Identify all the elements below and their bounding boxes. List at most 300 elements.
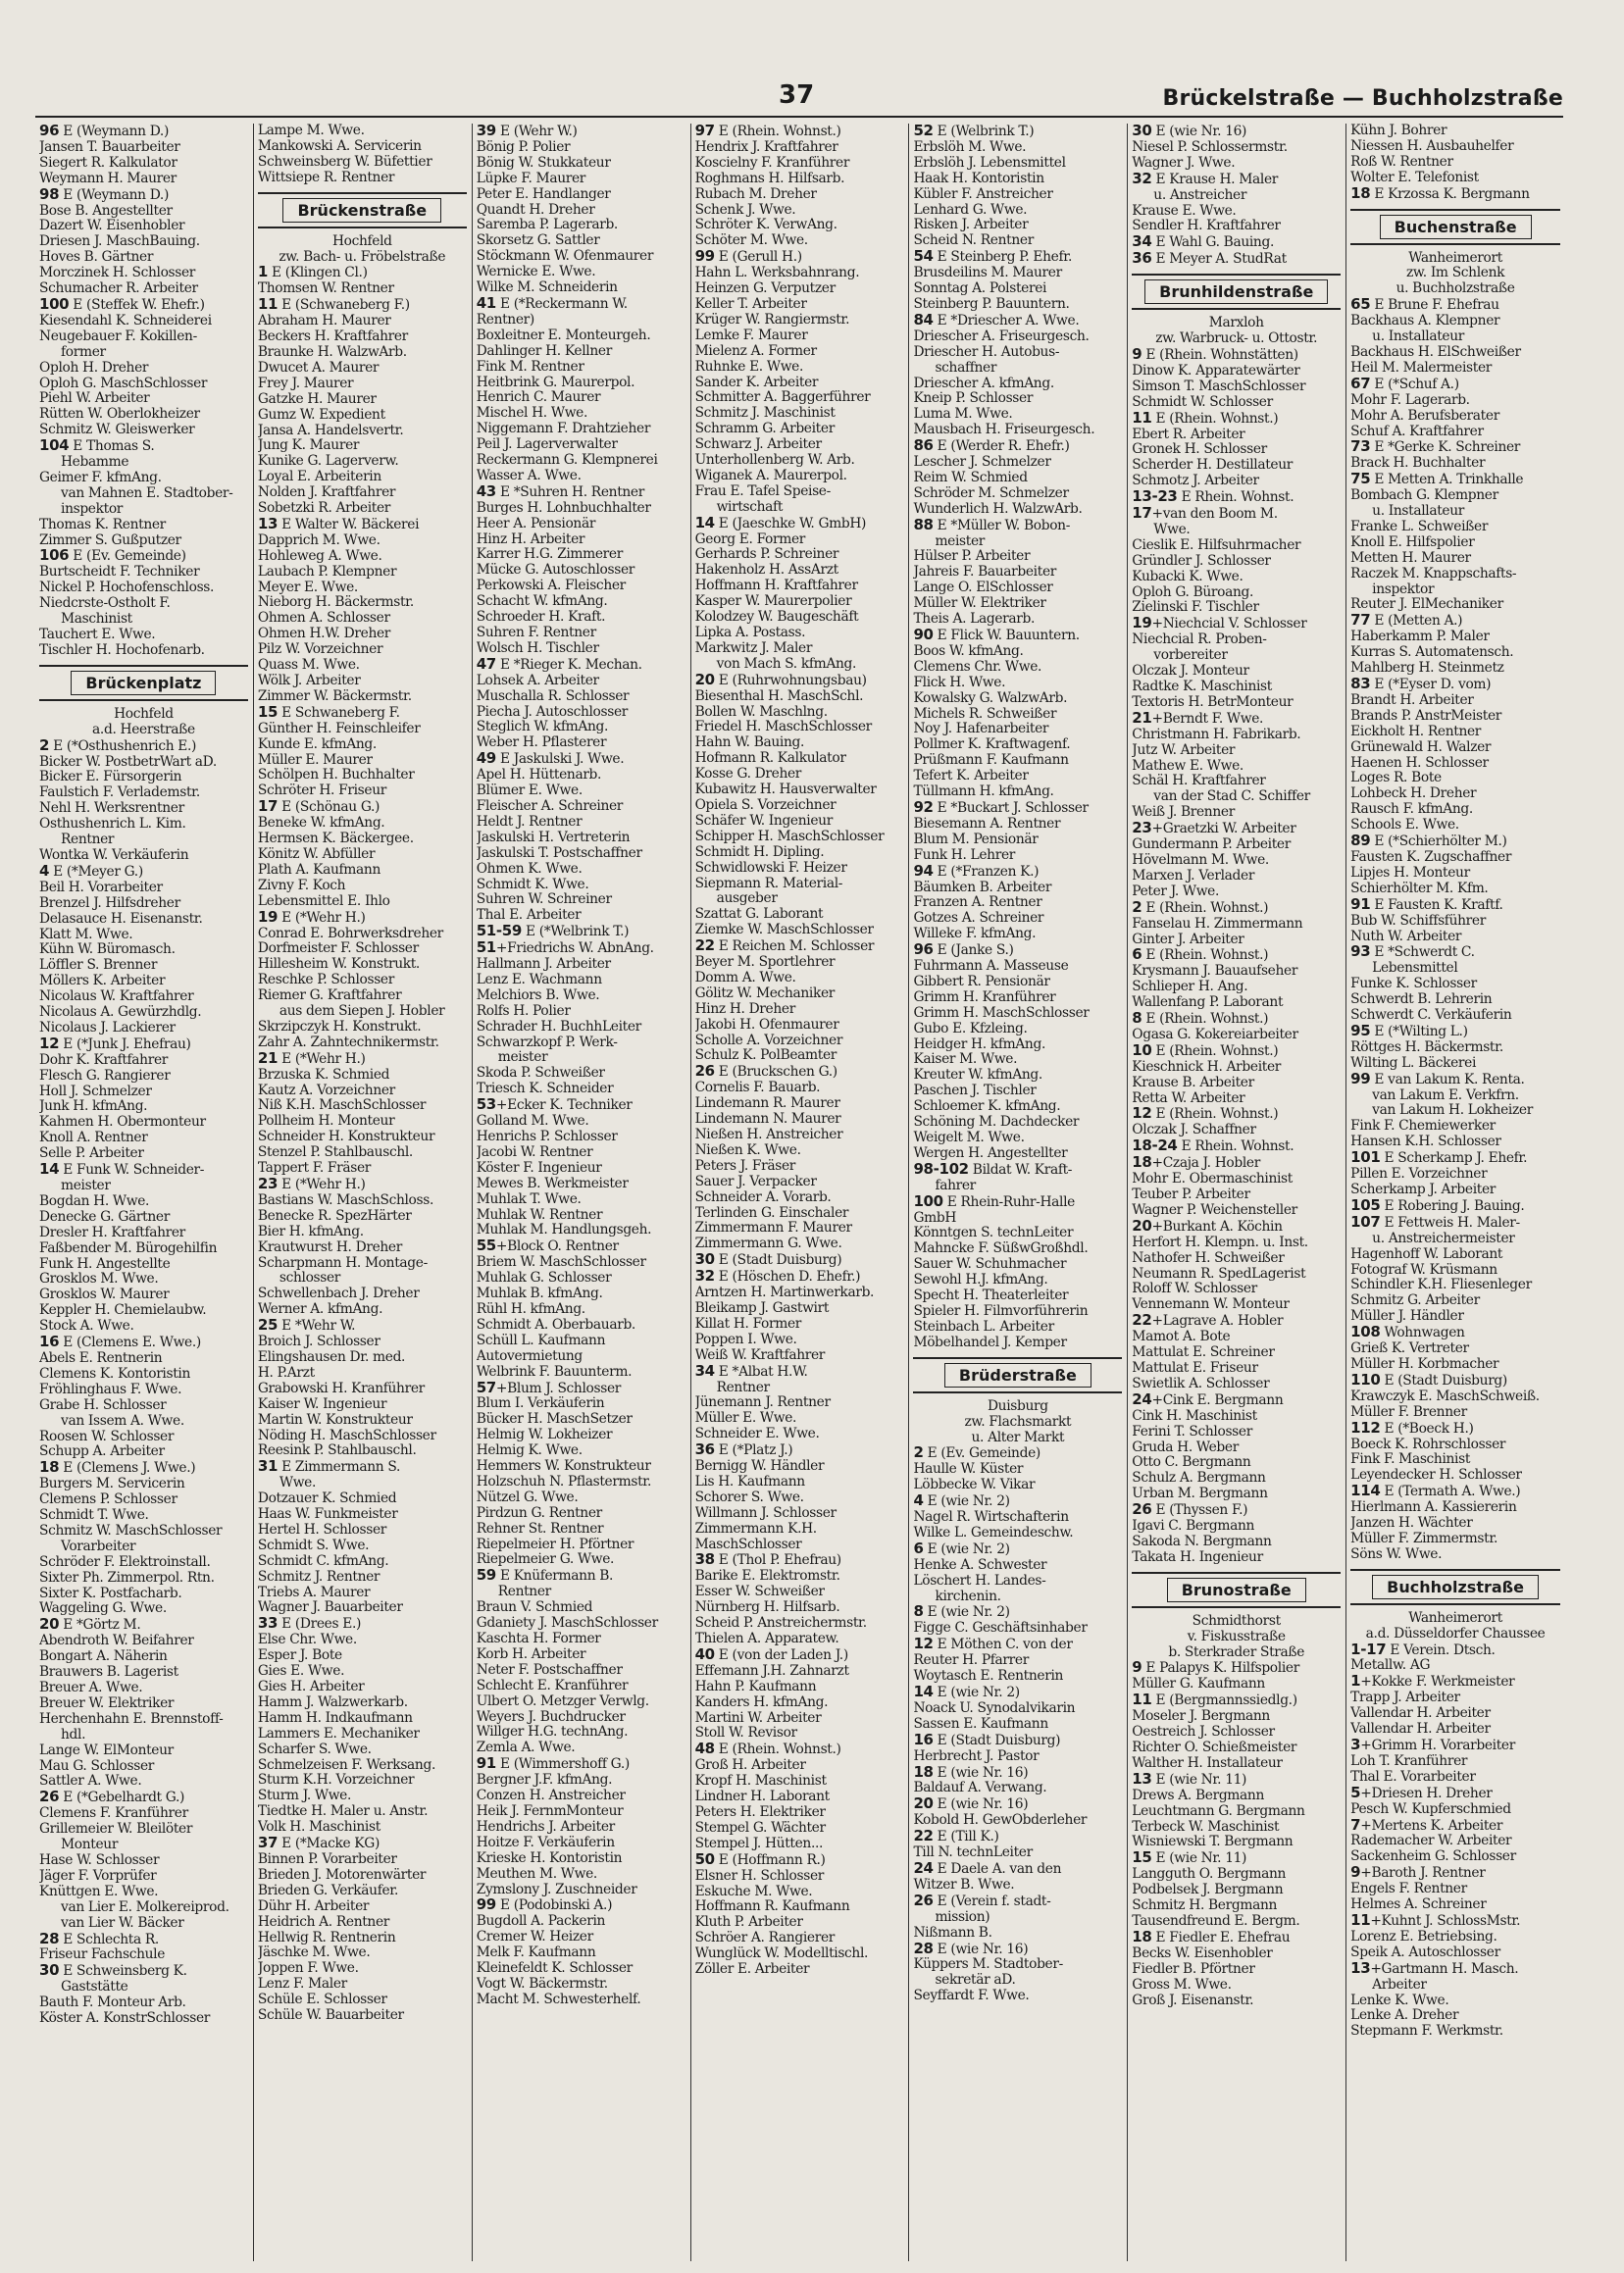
directory-entry-house: 11+Kuhnt J. SchlossMstr.	[1350, 1912, 1521, 1929]
directory-entry: Gies E. Wwe.	[257, 1664, 345, 1680]
directory-entry: Flesch G. Rangierer	[39, 1068, 171, 1084]
directory-entry: Pesch W. Kupferschmied	[1350, 1801, 1511, 1817]
directory-entry: Reesink P. Stahlbauschl.	[257, 1443, 417, 1459]
house-number: 17	[1132, 506, 1152, 523]
directory-entry: Driescher A. Friseurgesch.	[913, 328, 1090, 344]
directory-entry-house: 4 E (wie Nr. 2)	[913, 1493, 1010, 1510]
house-number: 93	[1350, 944, 1371, 961]
directory-entry-house: 30 E Schweinsberg K.	[39, 1963, 187, 1980]
directory-entry: Hierlmann A. Kassiererin	[1350, 1500, 1517, 1516]
directory-entry: Jäger F. Vorprüfer	[39, 1868, 157, 1884]
directory-entry-house: 11 E (Schwaneberg F.)	[257, 297, 410, 314]
directory-entry: Meyer E. Wwe.	[257, 580, 358, 595]
directory-entry: Schmitter A. Baggerführer	[694, 390, 871, 406]
directory-entry: Vorarbeiter	[61, 1539, 136, 1554]
directory-entry: Faßbender M. Bürogehilfin	[39, 1240, 218, 1256]
house-number: 97	[694, 124, 715, 139]
directory-entry: Funk H. Angestellte	[39, 1256, 171, 1272]
directory-entry: Olczak J. Schaffner	[1132, 1123, 1256, 1138]
directory-entry-house: 12 E (*Junk J. Ehefrau)	[39, 1035, 191, 1052]
directory-entry: Golland M. Wwe.	[476, 1114, 589, 1130]
house-number: 36	[694, 1442, 715, 1459]
house-number: 90	[913, 628, 934, 643]
directory-entry-house: 54 E Steinberg P. Ehefr.	[913, 249, 1072, 266]
house-number: 114	[1350, 1484, 1381, 1500]
house-number: 13	[1350, 1960, 1371, 1977]
street-heading-text: Brunostraße	[1167, 1578, 1306, 1602]
directory-entry: Boeck K. Rohrschlosser	[1350, 1437, 1506, 1452]
house-number: 40	[694, 1646, 715, 1663]
directory-entry: Wwe.	[279, 1476, 317, 1491]
house-number: 9	[1350, 1865, 1361, 1882]
directory-entry: Funk H. Lehrer	[913, 847, 1015, 863]
directory-entry-house: 99 E van Lakum K. Renta.	[1350, 1071, 1525, 1087]
directory-entry: Poppen I. Wwe.	[694, 1332, 797, 1347]
directory-entry: Driesen J. MaschBauing.	[39, 234, 200, 250]
directory-entry: Lipka A. Postass.	[694, 626, 806, 640]
directory-entry: Nolden J. Kraftfahrer	[257, 485, 396, 501]
directory-entry: Bauth F. Monteur Arb.	[39, 1995, 186, 2011]
house-number: 99	[476, 1897, 496, 1914]
directory-entry: Roghmans H. Hilfsarb.	[694, 171, 845, 186]
directory-entry-house: 18 E Fiedler E. Ehefrau	[1132, 1929, 1291, 1945]
page-header	[35, 80, 1563, 126]
directory-entry: Martin W. Konstrukteur	[257, 1412, 413, 1428]
directory-entry: Ruhnke E. Wwe.	[694, 359, 804, 375]
directory-entry: Macht M. Schwesterhelf.	[476, 1992, 641, 2007]
directory-entry-house: 84 E *Driescher A. Wwe.	[913, 312, 1080, 328]
directory-entry: Schröder F. Elektroinstall.	[39, 1554, 211, 1570]
directory-entry-house: 39 E (Wehr W.)	[476, 124, 578, 139]
directory-entry: Müller J. Händler	[1350, 1309, 1464, 1325]
directory-entry-house: 20 E (Ruhrwohnungsbau)	[694, 672, 867, 688]
directory-entry: Schäfer W. Ingenieur	[694, 813, 833, 829]
directory-entry: H. P.Arzt	[257, 1365, 315, 1381]
directory-entry: Henrich C. Maurer	[476, 390, 601, 406]
directory-entry: Abendroth W. Beifahrer	[39, 1634, 194, 1649]
directory-entry: Triebs A. Maurer	[257, 1585, 371, 1600]
directory-entry: Swietlik A. Schlosser	[1132, 1376, 1270, 1391]
directory-entry: Brieden G. Verkäufer.	[257, 1883, 399, 1898]
directory-entry: Reckermann G. Klempnerei	[476, 453, 658, 469]
directory-entry: Reuter H. Pfarrer	[913, 1653, 1029, 1669]
house-number: 2	[913, 1445, 924, 1462]
directory-entry-house: 50 E (Hoffmann R.)	[694, 1851, 826, 1868]
directory-entry: Heer A. Pensionär	[476, 516, 596, 531]
directory-entry: Krause B. Arbeiter	[1132, 1075, 1254, 1090]
directory-entry: Paschen J. Tischler	[913, 1084, 1037, 1099]
directory-entry-house: 49 E Jaskulski J. Wwe.	[476, 751, 625, 768]
directory-entry: Reschke P. Schlosser	[257, 973, 394, 988]
directory-entry: van Lakum E. Verkfrn.	[1372, 1087, 1519, 1103]
district-line: a.d. Düsseldorfer Chaussee	[1365, 1626, 1546, 1642]
directory-entry: Holl J. Schmelzer	[39, 1084, 152, 1099]
directory-entry: Monteur	[61, 1838, 119, 1853]
directory-entry: Tüllmann H. kfmAng.	[913, 784, 1054, 800]
directory-entry: Simson T. MaschSchlosser	[1132, 379, 1306, 394]
house-number: 59	[476, 1568, 496, 1585]
directory-entry: Bub W. Schiffsführer	[1350, 913, 1486, 929]
directory-entry-house: 77 E (Metten A.)	[1350, 613, 1463, 630]
house-number: 77	[1350, 613, 1371, 630]
directory-entry: Jakobi H. Ofenmaurer	[694, 1017, 839, 1033]
directory-entry: meister	[935, 533, 986, 549]
directory-entry: Weymann H. Maurer	[39, 171, 177, 186]
directory-entry: Teuber P. Arbeiter	[1132, 1187, 1250, 1202]
directory-entry-house: 9 E Palapys K. Hilfspolier	[1132, 1660, 1299, 1677]
column	[35, 124, 254, 2261]
directory-entry: Hahn W. Bauing.	[694, 735, 805, 751]
directory-entry-house: 19 E (*Wehr H.)	[257, 909, 366, 926]
directory-entry: Bücker H. MaschSetzer	[476, 1412, 633, 1428]
directory-entry: Helmig W. Lokheizer	[476, 1428, 613, 1443]
directory-entry: Schierhölter M. Kfm.	[1350, 881, 1489, 896]
directory-entry: Hofmann R. Kalkulator	[694, 751, 846, 767]
directory-entry: Clemens F. Kranführer	[39, 1806, 188, 1822]
header-rule	[35, 116, 1563, 118]
directory-entry: Schmitz W. Gleiswerker	[39, 423, 195, 438]
directory-entry: Grimm H. MaschSchlosser	[913, 1005, 1090, 1021]
house-number: 26	[694, 1064, 715, 1081]
directory-entry: Urban M. Bergmann	[1132, 1487, 1268, 1502]
directory-entry: Schwarz J. Arbeiter	[694, 437, 822, 453]
street-heading-text: Brüderstraße	[944, 1363, 1091, 1388]
directory-entry-house: 28 E Schlechta R.	[39, 1931, 159, 1947]
directory-entry-house: 18+Czaja J. Hobler	[1132, 1155, 1260, 1172]
directory-entry: van Mahnen E. Stadtober-	[61, 485, 233, 501]
directory-entry: Benecke R. SpezHärter	[257, 1208, 412, 1224]
directory-entry: Frau E. Tafel Speise-	[694, 483, 831, 499]
directory-entry: Witzer B. Wwe.	[913, 1877, 1015, 1893]
running-head: Brückelstraße — Buchholzstraße	[1162, 86, 1563, 111]
directory-entry: Müller W. Elektriker	[913, 596, 1046, 612]
directory-entry: Skrzipczyk H. Konstrukt.	[257, 1019, 422, 1035]
district-line: zw. Im Schlenk	[1406, 266, 1505, 281]
directory-entry: Schlieper H. Ang.	[1132, 980, 1248, 995]
directory-entry: Else Chr. Wwe.	[257, 1633, 357, 1648]
directory-entry: Hallmann J. Arbeiter	[476, 957, 611, 973]
directory-entry: Kasper W. Maurerpolier	[694, 594, 852, 610]
directory-entry: Bicker W. PostbetrWart aD.	[39, 754, 217, 770]
house-number: 15	[1132, 1850, 1152, 1867]
directory-entry: Arbeiter	[1372, 1977, 1427, 1993]
directory-entry: Wontka W. Verkäuferin	[39, 847, 189, 863]
directory-entry: Luma M. Wwe.	[913, 407, 1013, 423]
directory-entry: Nicolaus W. Kraftfahrer	[39, 989, 194, 1005]
directory-entry: Herfort H. Klempn. u. Inst.	[1132, 1235, 1308, 1250]
directory-entry: Tiedtke H. Maler u. Anstr.	[257, 1804, 429, 1820]
directory-entry-house: 13 E (wie Nr. 11)	[1132, 1771, 1247, 1788]
directory-entry: Sackenheim G. Schlosser	[1350, 1849, 1516, 1865]
house-number: 34	[694, 1363, 715, 1380]
directory-entry: Wwe.	[1153, 522, 1191, 537]
house-number: 14	[694, 515, 715, 531]
directory-entry-house: 6 E (Rhein. Wohnst.)	[1132, 947, 1269, 964]
directory-entry: Neter F. Postschaffner	[476, 1662, 623, 1678]
directory-entry: Esser W. Schweißer	[694, 1585, 825, 1600]
directory-entry: Grosklos W. Maurer	[39, 1288, 170, 1303]
directory-entry-house: 98 E (Weymann D.)	[39, 186, 169, 203]
street-heading	[39, 665, 248, 701]
directory-entry: Koscielny F. Kranführer	[694, 155, 850, 171]
directory-entry: Otto C. Bergmann	[1132, 1455, 1251, 1471]
directory-entry: Helmes A. Schreiner	[1350, 1897, 1487, 1913]
house-number: 73	[1350, 439, 1371, 456]
house-number: 104	[39, 438, 70, 455]
directory-entry: schlosser	[279, 1271, 341, 1287]
directory-entry: Nuth W. Arbeiter	[1350, 929, 1462, 944]
directory-entry-house: 26 E (Thyssen F.)	[1132, 1502, 1248, 1519]
directory-entry-house: 75 E Metten A. Trinkhalle	[1350, 472, 1524, 488]
directory-entry-house: 24+Cink E. Bergmann	[1132, 1391, 1284, 1408]
directory-entry: Schlecht E. Kranführer	[476, 1678, 629, 1693]
directory-entry-house: 13+Gartmann H. Masch.	[1350, 1960, 1519, 1977]
directory-entry: Oploh G. Büroang.	[1132, 584, 1254, 600]
directory-entry: Friseur Fachschule	[39, 1947, 166, 1963]
directory-entry: Zemla A. Wwe.	[476, 1741, 576, 1756]
directory-entry-house: 31 E Zimmermann S.	[257, 1459, 401, 1476]
directory-entry: Brandt H. Arbeiter	[1350, 692, 1474, 708]
street-heading-text: Brunhildenstraße	[1144, 279, 1328, 304]
directory-entry-house: 99 E (Gerull H.)	[694, 249, 802, 266]
page-number: 37	[779, 80, 815, 110]
directory-entry: Michels R. Schweißer	[913, 706, 1057, 722]
district-line: Wanheimerort	[1408, 250, 1502, 266]
directory-entry: Melchiors B. Wwe.	[476, 987, 600, 1003]
directory-entry: Moseler J. Bergmann	[1132, 1709, 1270, 1725]
directory-entry: Schwerdt C. Verkäuferin	[1350, 1008, 1512, 1024]
directory-entry: Gross M. Wwe.	[1132, 1977, 1232, 1993]
directory-entry: Hahn P. Kaufmann	[694, 1679, 817, 1694]
house-number: 91	[476, 1756, 496, 1773]
directory-entry: Leuchtmann G. Bergmann	[1132, 1803, 1305, 1819]
directory-entry: Schöning M. Dachdecker	[913, 1115, 1080, 1131]
house-number: 32	[694, 1269, 715, 1286]
directory-entry-house: 100 E (Steffek W. Ehefr.)	[39, 296, 205, 313]
district-line: u. Alter Markt	[971, 1430, 1065, 1445]
directory-entry: Dwucet A. Maurer	[257, 360, 380, 376]
directory-entry: Walther H. Installateur	[1132, 1755, 1283, 1771]
directory-entry: Hendrix J. Kraftfahrer	[694, 139, 838, 155]
directory-entry: Wilke M. Schneiderin	[476, 280, 618, 296]
directory-entry: Bastians W. MaschSchloss.	[257, 1192, 434, 1208]
directory-entry-house: 88 E *Müller W. Bobon-	[913, 517, 1071, 533]
directory-entry: Wagner J. Wwe.	[1132, 155, 1236, 171]
directory-entry: Knoll A. Rentner	[39, 1131, 148, 1146]
directory-entry: Könitz W. Abfüller	[257, 846, 376, 862]
directory-entry: Lescher J. Schmelzer	[913, 455, 1051, 471]
directory-entry: Wagner J. Bauarbeiter	[257, 1600, 403, 1616]
house-number: 4	[913, 1493, 924, 1510]
directory-entry: Sendler H. Kraftfahrer	[1132, 219, 1281, 234]
directory-entry: Stoll W. Revisor	[694, 1726, 797, 1742]
directory-entry: Meuthen M. Wwe.	[476, 1866, 597, 1882]
directory-entry: Bier H. kfmAng.	[257, 1224, 364, 1239]
house-number: 19	[1132, 616, 1152, 632]
directory-entry: Niesel P. Schlossermstr.	[1132, 139, 1288, 155]
directory-entry: Mankowski A. Servicerin	[257, 138, 422, 154]
directory-entry-house: 20 E (wie Nr. 16)	[913, 1796, 1029, 1813]
directory-entry: Unterhollenberg W. Arb.	[694, 453, 855, 469]
directory-entry: Plath A. Kaufmann	[257, 862, 381, 878]
directory-entry: Perkowski A. Fleischer	[476, 579, 626, 594]
directory-entry: Gölitz W. Mechaniker	[694, 985, 836, 1001]
directory-entry: Grillemeier W. Bleilöter	[39, 1822, 193, 1838]
directory-entry-house: 7+Mertens K. Arbeiter	[1350, 1817, 1503, 1834]
directory-entry: Friedel H. MaschSchlosser	[694, 720, 872, 735]
house-number: 26	[1132, 1502, 1152, 1519]
directory-entry: Schweinsberg W. Büfettier	[257, 154, 432, 170]
directory-entry: Denecke G. Gärtner	[39, 1209, 170, 1225]
directory-entry: Rentner	[61, 833, 115, 848]
directory-entry: Gibbert R. Pensionär	[913, 974, 1050, 989]
directory-entry: Hendrichs J. Arbeiter	[476, 1819, 615, 1835]
directory-entry: Muhlak W. Rentner	[476, 1207, 603, 1223]
directory-entry: Lipjes H. Monteur	[1350, 865, 1470, 881]
directory-entry: Willeke F. kfmAng.	[913, 927, 1037, 942]
directory-entry-house: 94 E (*Franzen K.)	[913, 863, 1040, 880]
directory-entry: Muhlak T. Wwe.	[476, 1191, 582, 1207]
directory-entry: Braunke H. WalzwArb.	[257, 344, 407, 360]
directory-entry: Lenke K. Wwe.	[1350, 1993, 1449, 2008]
directory-entry: Volk H. Maschinist	[257, 1820, 381, 1836]
directory-entry: Wittsiepe R. Rentner	[257, 170, 395, 185]
directory-entry: Rubach M. Dreher	[694, 186, 817, 202]
house-number: 15	[257, 704, 279, 721]
directory-entry: wirtschaft	[716, 499, 784, 515]
house-number: 92	[913, 799, 934, 816]
directory-entry: Mielenz A. Former	[694, 343, 817, 359]
directory-entry: Mohr E. Obermaschinist	[1132, 1172, 1293, 1187]
directory-entry: Takata H. Ingenieur	[1132, 1549, 1263, 1565]
directory-entry: Ziemke W. MaschSchlosser	[694, 923, 874, 938]
directory-entry-house: 23 E (*Wehr H.)	[257, 1177, 366, 1192]
district-line: zw. Flachsmarkt	[964, 1414, 1072, 1430]
directory-entry-house: 23+Graetzki W. Arbeiter	[1132, 821, 1296, 837]
house-number: 28	[39, 1931, 60, 1947]
directory-entry-house: 89 E (*Schierhölter M.)	[1350, 833, 1507, 850]
directory-entry: Kosse G. Dreher	[694, 767, 802, 783]
directory-entry: Braun V. Schmied	[476, 1600, 593, 1616]
house-number: 9	[1132, 1660, 1142, 1677]
house-number: 20	[913, 1796, 934, 1813]
directory-entry: Bernigg W. Händler	[694, 1459, 825, 1475]
directory-entry: Lüpke F. Maurer	[476, 171, 586, 186]
directory-entry: Dazert W. Eisenhobler	[39, 219, 185, 234]
directory-entry: Welbrink F. Bauunterm.	[476, 1364, 633, 1380]
directory-entry: Müller H. Korbmacher	[1350, 1356, 1499, 1372]
directory-entry: Selle P. Arbeiter	[39, 1146, 144, 1162]
directory-entry: Sakoda N. Bergmann	[1132, 1534, 1272, 1549]
directory-entry: Schmitz J. Maschinist	[694, 406, 836, 422]
directory-entry: Schmelzeisen F. Werksang.	[257, 1757, 435, 1773]
directory-entry: Delasauce H. Eisenanstr.	[39, 911, 203, 927]
directory-entry: Nießen H. Anstreicher	[694, 1128, 843, 1142]
house-number: 18	[1350, 185, 1371, 202]
directory-entry: Szattat G. Laborant	[694, 907, 824, 923]
district-line: b. Sterkrader Straße	[1168, 1644, 1305, 1660]
directory-entry: meister	[61, 1179, 111, 1193]
house-number: 49	[476, 751, 496, 768]
directory-entry: Nürnberg H. Hilfsarb.	[694, 1600, 840, 1616]
directory-entry: Barike E. Elektromstr.	[694, 1569, 840, 1585]
directory-entry-house: 73 E *Gerke K. Schreiner	[1350, 439, 1521, 456]
directory-entry-house: 15 E (wie Nr. 11)	[1132, 1850, 1247, 1867]
directory-entry-house: 57+Blum J. Schlosser	[476, 1380, 622, 1396]
house-number: 7	[1350, 1817, 1361, 1834]
directory-entry: Schmitz W. MaschSchlosser	[39, 1523, 223, 1539]
directory-entry: Pilz W. Vorzeichner	[257, 642, 383, 658]
directory-entry: Sauer W. Schuhmacher	[913, 1257, 1067, 1273]
directory-entry: Nießen K. Wwe.	[694, 1142, 801, 1158]
directory-entry: Schüll L. Kaufmann	[476, 1333, 606, 1348]
directory-entry: van Lier W. Bäcker	[61, 1915, 184, 1931]
directory-entry-house: 36 E Meyer A. StudRat	[1132, 251, 1287, 268]
house-number: 13	[1132, 1771, 1152, 1788]
directory-entry: Krause E. Wwe.	[1132, 203, 1237, 219]
directory-entry: Wilke L. Gemeindeschw.	[913, 1525, 1074, 1541]
directory-entry-house: 65 E Brune F. Ehefrau	[1350, 297, 1499, 314]
directory-entry: Bergner J.F. kfmAng.	[476, 1773, 613, 1789]
house-number: 53	[476, 1097, 496, 1114]
house-number: 22	[1132, 1313, 1152, 1330]
directory-entry: Müller E. Maurer	[257, 752, 373, 768]
directory-entry: Grimm H. Kranführer	[913, 989, 1056, 1005]
directory-entry-house: 26 E (*Gebelhardt G.)	[39, 1790, 185, 1806]
directory-entry: Schuf A. Kraftfahrer	[1350, 424, 1484, 439]
directory-entry: Leyendecker H. Schlosser	[1350, 1468, 1522, 1484]
directory-entry: Bugdoll A. Packerin	[476, 1914, 606, 1930]
directory-entry: Haberkamm P. Maler	[1350, 630, 1490, 645]
directory-entry: Tauchert E. Wwe.	[39, 628, 156, 642]
directory-entry: Schmidt K. Wwe.	[476, 877, 589, 892]
house-number: 52	[913, 124, 934, 139]
directory-entry: Weiß W. Kraftfahrer	[694, 1347, 826, 1363]
house-number: 1	[257, 265, 268, 281]
directory-entry-house: 47 E *Rieger K. Mechan.	[476, 656, 642, 673]
directory-entry: Hohleweg A. Wwe.	[257, 548, 382, 564]
directory-entry: Rühl H. kfmAng.	[476, 1301, 585, 1317]
directory-entry: Hase W. Schlosser	[39, 1852, 160, 1868]
directory-entry: Schröter K. VerwAng.	[694, 218, 837, 233]
directory-entry: Roosen W. Schlosser	[39, 1429, 175, 1444]
directory-entry: Wernicke E. Wwe.	[476, 265, 596, 280]
directory-entry-house: 33 E (Drees E.)	[257, 1616, 362, 1633]
house-number: 20	[694, 672, 715, 688]
directory-entry: Tappert F. Fräser	[257, 1161, 372, 1177]
directory-entry: Schwellenbach J. Dreher	[257, 1287, 420, 1302]
directory-entry: Bicker E. Fürsorgerin	[39, 770, 182, 785]
directory-entry-house: 16 E (Stadt Duisburg)	[913, 1732, 1061, 1748]
directory-entry: Schäl H. Kraftfahrer	[1132, 774, 1266, 789]
house-number: 11	[1132, 410, 1152, 427]
directory-entry: Niechcial R. Proben-	[1132, 632, 1267, 648]
directory-entry-house: 22 E Reichen M. Schlosser	[694, 938, 875, 955]
directory-entry: Till N. technLeiter	[913, 1845, 1033, 1861]
district-line: a.d. Heerstraße	[92, 722, 195, 737]
directory-entry: Burtscheidt F. Techniker	[39, 565, 200, 581]
directory-entry: Pollheim H. Monteur	[257, 1114, 395, 1130]
directory-entry: Keller T. Arbeiter	[694, 296, 807, 312]
directory-entry: Pollmer K. Kraftwagenf.	[913, 737, 1071, 753]
directory-entry: Schulz K. PolBeamter	[694, 1048, 837, 1064]
directory-entry: Stepmann F. Werkmstr.	[1350, 2024, 1503, 2040]
directory-entry: Noy J. Hafenarbeiter	[913, 722, 1049, 737]
directory-entry-house: 12 E (Rhein. Wohnst.)	[1132, 1106, 1279, 1123]
directory-entry: Prüßmann F. Kaufmann	[913, 753, 1069, 769]
house-number: 51-59	[476, 924, 522, 940]
directory-entry: u. Anstreicher	[1153, 187, 1247, 203]
